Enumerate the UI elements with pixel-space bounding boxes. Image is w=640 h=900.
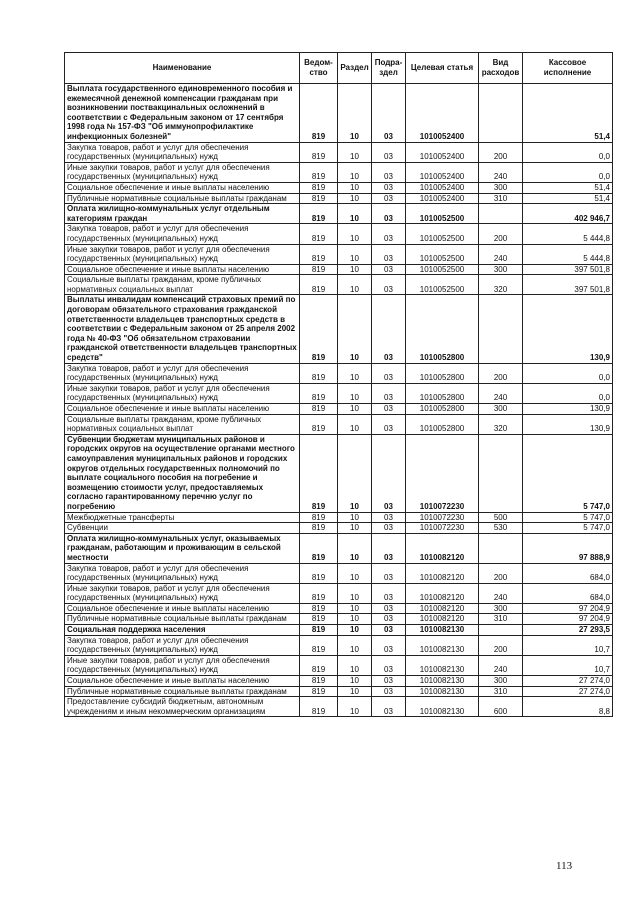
cell-name: Межбюджетные трансферты: [65, 512, 300, 523]
cell-target: 1010052500: [406, 264, 479, 275]
table-row: [65, 434, 613, 512]
cell-subsection: 03: [372, 204, 406, 224]
cell-subsection: 03: [372, 295, 406, 363]
cell-type: 300: [479, 404, 523, 415]
cell-subsection: 03: [372, 614, 406, 625]
cell-dept: 819: [300, 84, 338, 143]
table-row: [65, 603, 613, 614]
cell-section: 10: [338, 583, 372, 603]
cell-dept: 819: [300, 614, 338, 625]
cell-name: Социальное обеспечение и иные выплаты населению: [65, 264, 300, 275]
cell-type: [479, 204, 523, 224]
cell-amount: 0,0: [523, 142, 613, 162]
page-number: 113: [556, 860, 573, 872]
cell-amount: 27 293,5: [523, 625, 613, 636]
cell-dept: 819: [300, 142, 338, 162]
header-section: Раздел: [338, 53, 372, 84]
header-type: Вид расходов: [479, 53, 523, 84]
cell-subsection: 03: [372, 142, 406, 162]
cell-amount: 51,4: [523, 193, 613, 204]
cell-target: 1010082130: [406, 686, 479, 697]
cell-name: Выплата государственного единовременного пособия и ежемесячной денежной компенсации гражданам при возникновении поствакцинальных осложнений в соответствии с Федеральным законом от 17 сентября 1998 года № 157-ФЗ "Об иммунопрофилактике инфекционных болезней": [65, 84, 300, 143]
cell-subsection: 03: [372, 264, 406, 275]
cell-name: Закупка товаров, работ и услуг для обеспечения государственных (муниципальных) нужд: [65, 142, 300, 162]
cell-amount: 0,0: [523, 162, 613, 182]
cell-name: Публичные нормативные социальные выплаты гражданам: [65, 193, 300, 204]
cell-name: Субвенции: [65, 523, 300, 534]
cell-subsection: 03: [372, 182, 406, 193]
cell-target: 1010052800: [406, 295, 479, 363]
cell-target: 1010082120: [406, 603, 479, 614]
cell-amount: 97 888,9: [523, 533, 613, 563]
cell-dept: 819: [300, 563, 338, 583]
cell-amount: 5 747,0: [523, 434, 613, 512]
cell-name: Социальные выплаты гражданам, кроме публичных нормативных социальных выплат: [65, 275, 300, 295]
cell-name: Публичные нормативные социальные выплаты гражданам: [65, 686, 300, 697]
cell-dept: 819: [300, 625, 338, 636]
cell-target: 1010052500: [406, 244, 479, 264]
cell-type: [479, 434, 523, 512]
table-row: [65, 523, 613, 534]
cell-section: 10: [338, 142, 372, 162]
cell-type: [479, 295, 523, 363]
cell-amount: 130,9: [523, 404, 613, 415]
cell-name: Закупка товаров, работ и услуг для обеспечения государственных (муниципальных) нужд: [65, 635, 300, 655]
table-row: [65, 193, 613, 204]
cell-target: 1010052500: [406, 204, 479, 224]
header-name: Наименование: [65, 53, 300, 84]
cell-type: [479, 84, 523, 143]
cell-amount: 97 204,9: [523, 603, 613, 614]
table-row: [65, 533, 613, 563]
cell-target: 1010052500: [406, 275, 479, 295]
table-row: [65, 84, 613, 143]
cell-target: 1010072230: [406, 512, 479, 523]
header-dept: Ведом-ство: [300, 53, 338, 84]
table-row: [65, 512, 613, 523]
cell-name: Оплата жилищно-коммунальных услуг отдельным категориям граждан: [65, 204, 300, 224]
cell-amount: 27 274,0: [523, 676, 613, 687]
cell-name: Предоставление субсидий бюджетным, автономным учреждениям и иным некоммерческим организациям: [65, 697, 300, 717]
cell-section: 10: [338, 404, 372, 415]
cell-type: 310: [479, 614, 523, 625]
cell-subsection: 03: [372, 193, 406, 204]
cell-target: 1010082120: [406, 563, 479, 583]
table-header-row: [65, 53, 613, 84]
cell-subsection: 03: [372, 563, 406, 583]
cell-subsection: 03: [372, 533, 406, 563]
cell-subsection: 03: [372, 512, 406, 523]
cell-type: 240: [479, 655, 523, 675]
cell-target: 1010052400: [406, 182, 479, 193]
cell-dept: 819: [300, 224, 338, 244]
cell-section: 10: [338, 512, 372, 523]
cell-subsection: 03: [372, 275, 406, 295]
cell-dept: 819: [300, 414, 338, 434]
table-row: [65, 676, 613, 687]
cell-amount: 397 501,8: [523, 264, 613, 275]
cell-type: 240: [479, 583, 523, 603]
cell-dept: 819: [300, 686, 338, 697]
cell-name: Иные закупки товаров, работ и услуг для обеспечения государственных (муниципальных) нужд: [65, 383, 300, 403]
cell-name: Социальное обеспечение и иные выплаты населению: [65, 676, 300, 687]
cell-amount: 8,8: [523, 697, 613, 717]
cell-subsection: 03: [372, 84, 406, 143]
cell-section: 10: [338, 697, 372, 717]
cell-name: Социальное обеспечение и иные выплаты населению: [65, 182, 300, 193]
cell-section: 10: [338, 244, 372, 264]
cell-target: 1010082120: [406, 533, 479, 563]
cell-dept: 819: [300, 404, 338, 415]
table-row: [65, 655, 613, 675]
cell-subsection: 03: [372, 583, 406, 603]
table-row: [65, 697, 613, 717]
cell-subsection: 03: [372, 434, 406, 512]
cell-subsection: 03: [372, 244, 406, 264]
cell-subsection: 03: [372, 162, 406, 182]
cell-section: 10: [338, 635, 372, 655]
cell-section: 10: [338, 414, 372, 434]
cell-type: 200: [479, 363, 523, 383]
cell-subsection: 03: [372, 414, 406, 434]
cell-amount: 51,4: [523, 182, 613, 193]
cell-type: [479, 625, 523, 636]
cell-dept: 819: [300, 244, 338, 264]
cell-amount: 0,0: [523, 383, 613, 403]
cell-section: 10: [338, 434, 372, 512]
cell-amount: 0,0: [523, 363, 613, 383]
cell-section: 10: [338, 655, 372, 675]
cell-subsection: 03: [372, 603, 406, 614]
cell-type: 310: [479, 686, 523, 697]
table-row: [65, 635, 613, 655]
cell-section: 10: [338, 686, 372, 697]
cell-section: 10: [338, 383, 372, 403]
cell-type: 600: [479, 697, 523, 717]
cell-target: 1010072230: [406, 523, 479, 534]
cell-target: 1010052400: [406, 193, 479, 204]
cell-dept: 819: [300, 275, 338, 295]
cell-dept: 819: [300, 162, 338, 182]
cell-target: 1010052800: [406, 414, 479, 434]
cell-target: 1010052800: [406, 404, 479, 415]
cell-target: 1010052800: [406, 363, 479, 383]
cell-dept: 819: [300, 635, 338, 655]
cell-dept: 819: [300, 204, 338, 224]
cell-dept: 819: [300, 583, 338, 603]
cell-subsection: 03: [372, 686, 406, 697]
cell-section: 10: [338, 193, 372, 204]
cell-name: Выплаты инвалидам компенсаций страховых премий по договорам обязательного страхования гражданской ответственности владельцев транспортных средств в соответствии с Федеральным законом от 25 апреля 2002 года № 40-ФЗ "Об обязательном страховании гражданской ответственности владельцев транспортных средств": [65, 295, 300, 363]
cell-type: [479, 533, 523, 563]
cell-amount: 402 946,7: [523, 204, 613, 224]
cell-section: 10: [338, 533, 372, 563]
cell-section: 10: [338, 363, 372, 383]
cell-amount: 51,4: [523, 84, 613, 143]
cell-amount: 10,7: [523, 655, 613, 675]
cell-subsection: 03: [372, 625, 406, 636]
cell-target: 1010052400: [406, 84, 479, 143]
cell-amount: 130,9: [523, 295, 613, 363]
cell-target: 1010052800: [406, 383, 479, 403]
cell-section: 10: [338, 295, 372, 363]
cell-type: 500: [479, 512, 523, 523]
cell-type: 320: [479, 275, 523, 295]
cell-name: Иные закупки товаров, работ и услуг для обеспечения государственных (муниципальных) нужд: [65, 162, 300, 182]
cell-name: Иные закупки товаров, работ и услуг для обеспечения государственных (муниципальных) нужд: [65, 655, 300, 675]
budget-table: [64, 52, 613, 717]
cell-amount: 684,0: [523, 583, 613, 603]
cell-section: 10: [338, 224, 372, 244]
table-row: [65, 204, 613, 224]
cell-target: 1010082130: [406, 697, 479, 717]
table-row: [65, 264, 613, 275]
cell-section: 10: [338, 264, 372, 275]
cell-section: 10: [338, 84, 372, 143]
cell-dept: 819: [300, 512, 338, 523]
table-row: [65, 363, 613, 383]
cell-name: Социальное обеспечение и иные выплаты населению: [65, 603, 300, 614]
cell-subsection: 03: [372, 383, 406, 403]
cell-section: 10: [338, 614, 372, 625]
cell-target: 1010082130: [406, 676, 479, 687]
cell-dept: 819: [300, 523, 338, 534]
cell-name: Закупка товаров, работ и услуг для обеспечения государственных (муниципальных) нужд: [65, 224, 300, 244]
header-target: Целевая статья: [406, 53, 479, 84]
table-row: [65, 295, 613, 363]
cell-section: 10: [338, 563, 372, 583]
cell-name: Иные закупки товаров, работ и услуг для обеспечения государственных (муниципальных) нужд: [65, 244, 300, 264]
cell-amount: 10,7: [523, 635, 613, 655]
table-row: [65, 224, 613, 244]
cell-amount: 5 444,8: [523, 224, 613, 244]
cell-subsection: 03: [372, 635, 406, 655]
cell-type: 200: [479, 635, 523, 655]
cell-dept: 819: [300, 182, 338, 193]
cell-type: 240: [479, 244, 523, 264]
cell-target: 1010052400: [406, 142, 479, 162]
cell-name: Оплата жилищно-коммунальных услуг, оказываемых гражданам, работающим и проживающим в сельской местности: [65, 533, 300, 563]
cell-section: 10: [338, 625, 372, 636]
table-row: [65, 275, 613, 295]
cell-type: 200: [479, 142, 523, 162]
cell-type: 240: [479, 162, 523, 182]
cell-name: Субвенции бюджетам муниципальных районов и городских округов на осуществление органами местного самоуправления муниципальных районов и городских округов отдельных государственных полномочий по выплате социального пособия на погребение и возмещению стоимости услуг, предоставляемых согласно гарантированному перечню услуг по погребению: [65, 434, 300, 512]
cell-name: Иные закупки товаров, работ и услуг для обеспечения государственных (муниципальных) нужд: [65, 583, 300, 603]
cell-subsection: 03: [372, 224, 406, 244]
cell-dept: 819: [300, 363, 338, 383]
cell-type: 530: [479, 523, 523, 534]
cell-amount: 130,9: [523, 414, 613, 434]
cell-subsection: 03: [372, 697, 406, 717]
cell-type: 300: [479, 264, 523, 275]
table-row: [65, 614, 613, 625]
cell-type: 310: [479, 193, 523, 204]
table-row: [65, 244, 613, 264]
cell-amount: 684,0: [523, 563, 613, 583]
cell-section: 10: [338, 523, 372, 534]
table-row: [65, 625, 613, 636]
table-row: [65, 142, 613, 162]
cell-target: 1010082130: [406, 655, 479, 675]
cell-type: 320: [479, 414, 523, 434]
cell-target: 1010052400: [406, 162, 479, 182]
cell-subsection: 03: [372, 676, 406, 687]
cell-name: Публичные нормативные социальные выплаты гражданам: [65, 614, 300, 625]
cell-dept: 819: [300, 676, 338, 687]
cell-subsection: 03: [372, 655, 406, 675]
cell-dept: 819: [300, 434, 338, 512]
cell-target: 1010082130: [406, 635, 479, 655]
cell-amount: 27 274,0: [523, 686, 613, 697]
cell-amount: 97 204,9: [523, 614, 613, 625]
cell-target: 1010052500: [406, 224, 479, 244]
cell-dept: 819: [300, 264, 338, 275]
table-row: [65, 162, 613, 182]
cell-type: 200: [479, 563, 523, 583]
cell-dept: 819: [300, 655, 338, 675]
cell-section: 10: [338, 182, 372, 193]
cell-target: 1010082130: [406, 625, 479, 636]
cell-name: Социальное обеспечение и иные выплаты населению: [65, 404, 300, 415]
cell-subsection: 03: [372, 404, 406, 415]
table-row: [65, 686, 613, 697]
cell-section: 10: [338, 204, 372, 224]
cell-type: 300: [479, 676, 523, 687]
table-row: [65, 414, 613, 434]
cell-type: 200: [479, 224, 523, 244]
header-amount: Кассовое исполнение: [523, 53, 613, 84]
cell-target: 1010082120: [406, 583, 479, 603]
cell-subsection: 03: [372, 523, 406, 534]
cell-name: Социальные выплаты гражданам, кроме публичных нормативных социальных выплат: [65, 414, 300, 434]
cell-type: 300: [479, 603, 523, 614]
cell-dept: 819: [300, 697, 338, 717]
cell-amount: 5 747,0: [523, 523, 613, 534]
cell-type: 300: [479, 182, 523, 193]
table-row: [65, 583, 613, 603]
cell-amount: 397 501,8: [523, 275, 613, 295]
cell-target: 1010072230: [406, 434, 479, 512]
header-subsection: Подра-здел: [372, 53, 406, 84]
table-row: [65, 383, 613, 403]
cell-section: 10: [338, 162, 372, 182]
cell-subsection: 03: [372, 363, 406, 383]
cell-name: Социальная поддержка населения: [65, 625, 300, 636]
cell-amount: 5 444,8: [523, 244, 613, 264]
cell-section: 10: [338, 603, 372, 614]
cell-dept: 819: [300, 383, 338, 403]
cell-section: 10: [338, 275, 372, 295]
cell-dept: 819: [300, 603, 338, 614]
cell-target: 1010082120: [406, 614, 479, 625]
table-body: [65, 84, 613, 717]
cell-section: 10: [338, 676, 372, 687]
table-row: [65, 563, 613, 583]
cell-dept: 819: [300, 533, 338, 563]
table-row: [65, 182, 613, 193]
table-row: [65, 404, 613, 415]
cell-name: Закупка товаров, работ и услуг для обеспечения государственных (муниципальных) нужд: [65, 563, 300, 583]
cell-type: 240: [479, 383, 523, 403]
cell-dept: 819: [300, 295, 338, 363]
cell-dept: 819: [300, 193, 338, 204]
cell-name: Закупка товаров, работ и услуг для обеспечения государственных (муниципальных) нужд: [65, 363, 300, 383]
cell-amount: 5 747,0: [523, 512, 613, 523]
